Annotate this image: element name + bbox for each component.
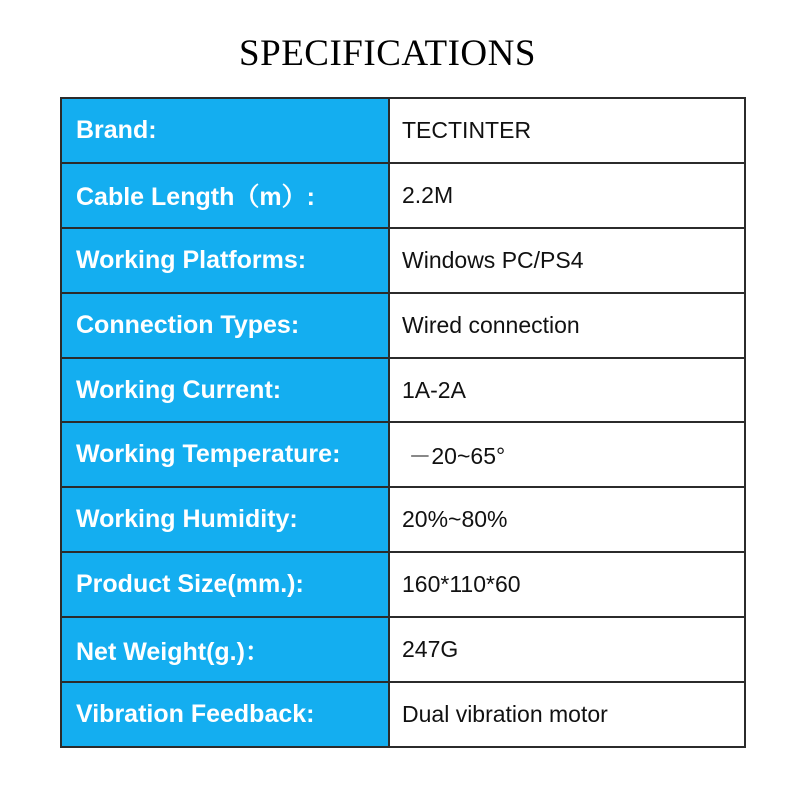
spec-value: －20~65°: [389, 422, 745, 487]
spec-label: Working Temperature:: [61, 422, 389, 487]
spec-row-brand: [61, 98, 745, 163]
spec-label: Brand:: [61, 98, 389, 163]
spec-label: Working Humidity:: [61, 487, 389, 552]
spec-label: Working Current:: [61, 358, 389, 423]
spec-label: Product Size(mm.):: [61, 552, 389, 617]
spec-value: Windows PC/PS4: [389, 228, 745, 293]
spec-row-working-temperature: [61, 422, 745, 487]
specifications-table: [60, 97, 746, 748]
spec-row-net-weight: [61, 617, 745, 682]
spec-label: Working Platforms:: [61, 228, 389, 293]
page-title: SPECIFICATIONS: [239, 33, 536, 74]
spec-row-vibration-feedback: [61, 682, 745, 747]
spec-label: Connection Types:: [61, 293, 389, 358]
spec-value: 247G: [389, 617, 745, 682]
spec-row-cable-length: [61, 163, 745, 228]
spec-row-connection-types: [61, 293, 745, 358]
spec-value: 160*110*60: [389, 552, 745, 617]
spec-row-working-humidity: [61, 487, 745, 552]
spec-row-working-current: [61, 358, 745, 423]
spec-value: 1A-2A: [389, 358, 745, 423]
spec-value: Wired connection: [389, 293, 745, 358]
spec-value: 20%~80%: [389, 487, 745, 552]
spec-label: Vibration Feedback:: [61, 682, 389, 747]
spec-value: TECTINTER: [389, 98, 745, 163]
spec-row-product-size: [61, 552, 745, 617]
spec-row-working-platforms: [61, 228, 745, 293]
spec-label: Net Weight(g.)：: [61, 617, 389, 682]
spec-value: Dual vibration motor: [389, 682, 745, 747]
spec-value: 2.2M: [389, 163, 745, 228]
spec-label: Cable Length（m）:: [61, 163, 389, 228]
